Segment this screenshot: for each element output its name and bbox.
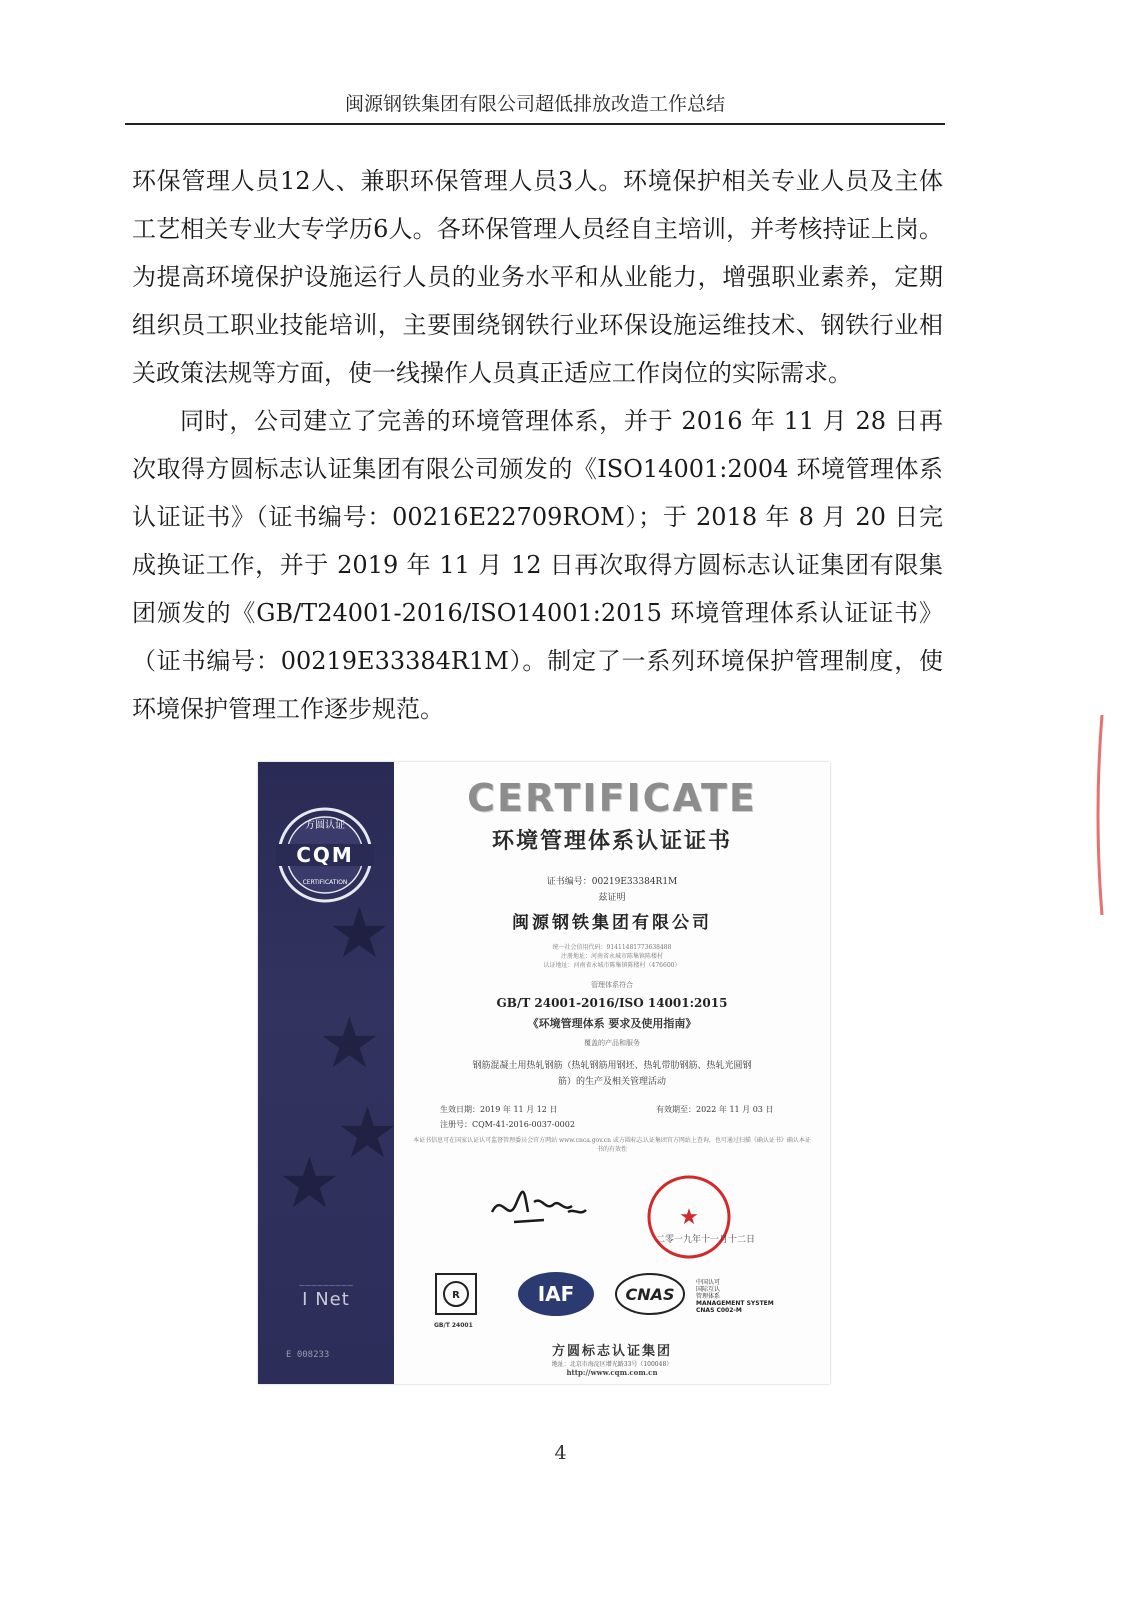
scope-line-2: 筋）的生产及相关管理活动 — [557, 1077, 666, 1087]
body-text — [132, 157, 943, 733]
iaf-logo-text: IAF — [537, 1282, 575, 1306]
page-header — [125, 91, 945, 125]
issue-date: 生效日期：2019 年 11 月 12 日 — [440, 1105, 558, 1114]
registration-number: 注册号：CQM-41-2016-0037-0002 — [440, 1120, 575, 1129]
side-serial: E 008233 — [286, 1350, 330, 1360]
svg-text:中国认可: 中国认可 — [696, 1279, 721, 1286]
logo-bottom-text: CERTIFICATION — [302, 879, 348, 886]
certificate-side-panel — [258, 762, 399, 1384]
scope-label: 覆盖的产品和服务 — [584, 1039, 640, 1047]
star-icon: ★ — [328, 892, 391, 974]
cnas-logo-text: CNAS — [625, 1285, 675, 1304]
svg-text:国际互认: 国际互认 — [696, 1286, 721, 1293]
star-icon: ★ — [318, 1002, 381, 1084]
certified-company: 闽源钢铁集团有限公司 — [512, 913, 712, 933]
attest-label: 兹证明 — [598, 893, 626, 903]
certificate-title-cn: 环境管理体系认证证书 — [491, 829, 732, 854]
paragraph-2: 同时，公司建立了完善的环境管理体系，并于 2016 年 11 月 28 日再次取得方圆标志认证集团有限公司颁发的《ISO14001:2004 环境管理体系认证证书》（证书编号：00216E22709ROM）；于 2018 年 8 月 20 日完成换证工作，并于 2019 年 11 月 12 日再次取得方圆标志认证集团有限集团颁发的《GB/T24001-2016/ISO14001:2015 环境管理体系认证证书》（证书编号：00219E33384R1M）。制定了一系列环境保护管理制度，使环境保护管理工作逐步规范。 — [132, 407, 943, 723]
svg-text:MANAGEMENT SYSTEM: MANAGEMENT SYSTEM — [696, 1300, 774, 1307]
footer-address: 地址：北京市海淀区增光路33号（100048） — [551, 1361, 673, 1368]
system-label: 管理体系符合 — [591, 981, 633, 989]
valid-date: 有效期至：2022 年 11 月 03 日 — [656, 1105, 774, 1114]
registered-address: 注册地址：河南省永城市陈集镇陈楼村 — [560, 953, 663, 960]
cqm-logo — [276, 806, 374, 904]
inet-text: I Net — [302, 1289, 350, 1310]
page-number: 4 — [554, 1442, 567, 1464]
logo-main-text: CQM — [296, 843, 354, 867]
certificate-number: 证书编号：00219E33384R1M — [546, 877, 678, 887]
edge-seal-stamp — [1092, 715, 1106, 915]
svg-text:管理体系: 管理体系 — [696, 1293, 721, 1300]
scope-line-1: 钢筋混凝土用热轧钢筋（热轧钢筋用钢坯、热轧带肋钢筋、热轧光圆钢 — [472, 1061, 752, 1071]
svg-text:R: R — [452, 1290, 460, 1301]
certificate-date-cn: 二零一九年十一月十二日 — [656, 1235, 756, 1245]
paragraph-1: 环保管理人员12人、兼职环保管理人员3人。环境保护相关专业人员及主体工艺相关专业大专学历6人。各环保管理人员经自主培训，并考核持证上岗。为提高环境保护设施运行人员的业务水平和从业能力，增强职业素养，定期组织员工职业技能培训，主要围绕钢铁行业环保设施运维技术、钢铁行业相关政策法规等方面，使一线操作人员真正适应工作岗位的实际需求。 — [132, 167, 943, 387]
standard-code: GB/T 24001-2016/ISO 14001:2015 — [496, 996, 728, 1010]
star-icon: ★ — [278, 1142, 341, 1224]
stamp-star-icon: ★ — [679, 1205, 699, 1230]
logo-top-text: 方圆认证 — [305, 820, 345, 831]
certificate-note: 本证书信息可在国家认证认可监督管理委员会官方网站 www.cnca.gov.cn 或方圆标志认证集团官方网站上查询，也可通过扫描《确认证书》确认本证书的有效性 — [413, 1137, 811, 1153]
svg-text:CNAS C002-M: CNAS C002-M — [696, 1307, 742, 1314]
certificate-footer — [394, 1340, 830, 1377]
inet-label: ————————— I Net — [299, 1282, 353, 1310]
credit-code: 统一社会信用代码：91411481773638488 — [552, 944, 672, 951]
footer-org-name: 方圆标志认证集团 — [551, 1344, 672, 1359]
accreditation-logos — [434, 1268, 814, 1328]
star-icon: ★ — [336, 1092, 399, 1174]
certificate-title-en: CERTIFICATE — [467, 776, 757, 820]
certification-address: 认证地址：河南省永城市陈集镇陈楼村（476600） — [543, 962, 681, 969]
standard-name: 《环境管理体系 要求及使用指南》 — [527, 1017, 697, 1030]
certificate-image — [258, 762, 830, 1384]
footer-url: http://www.cqm.com.cn — [566, 1368, 658, 1377]
gbt-label: GB/T 24001 — [434, 1322, 473, 1329]
signature-image — [484, 1182, 594, 1232]
header-title: 闽源钢铁集团有限公司超低排放改造工作总结 — [344, 93, 725, 115]
official-stamp — [634, 1172, 744, 1262]
certificate-main — [394, 762, 830, 1384]
